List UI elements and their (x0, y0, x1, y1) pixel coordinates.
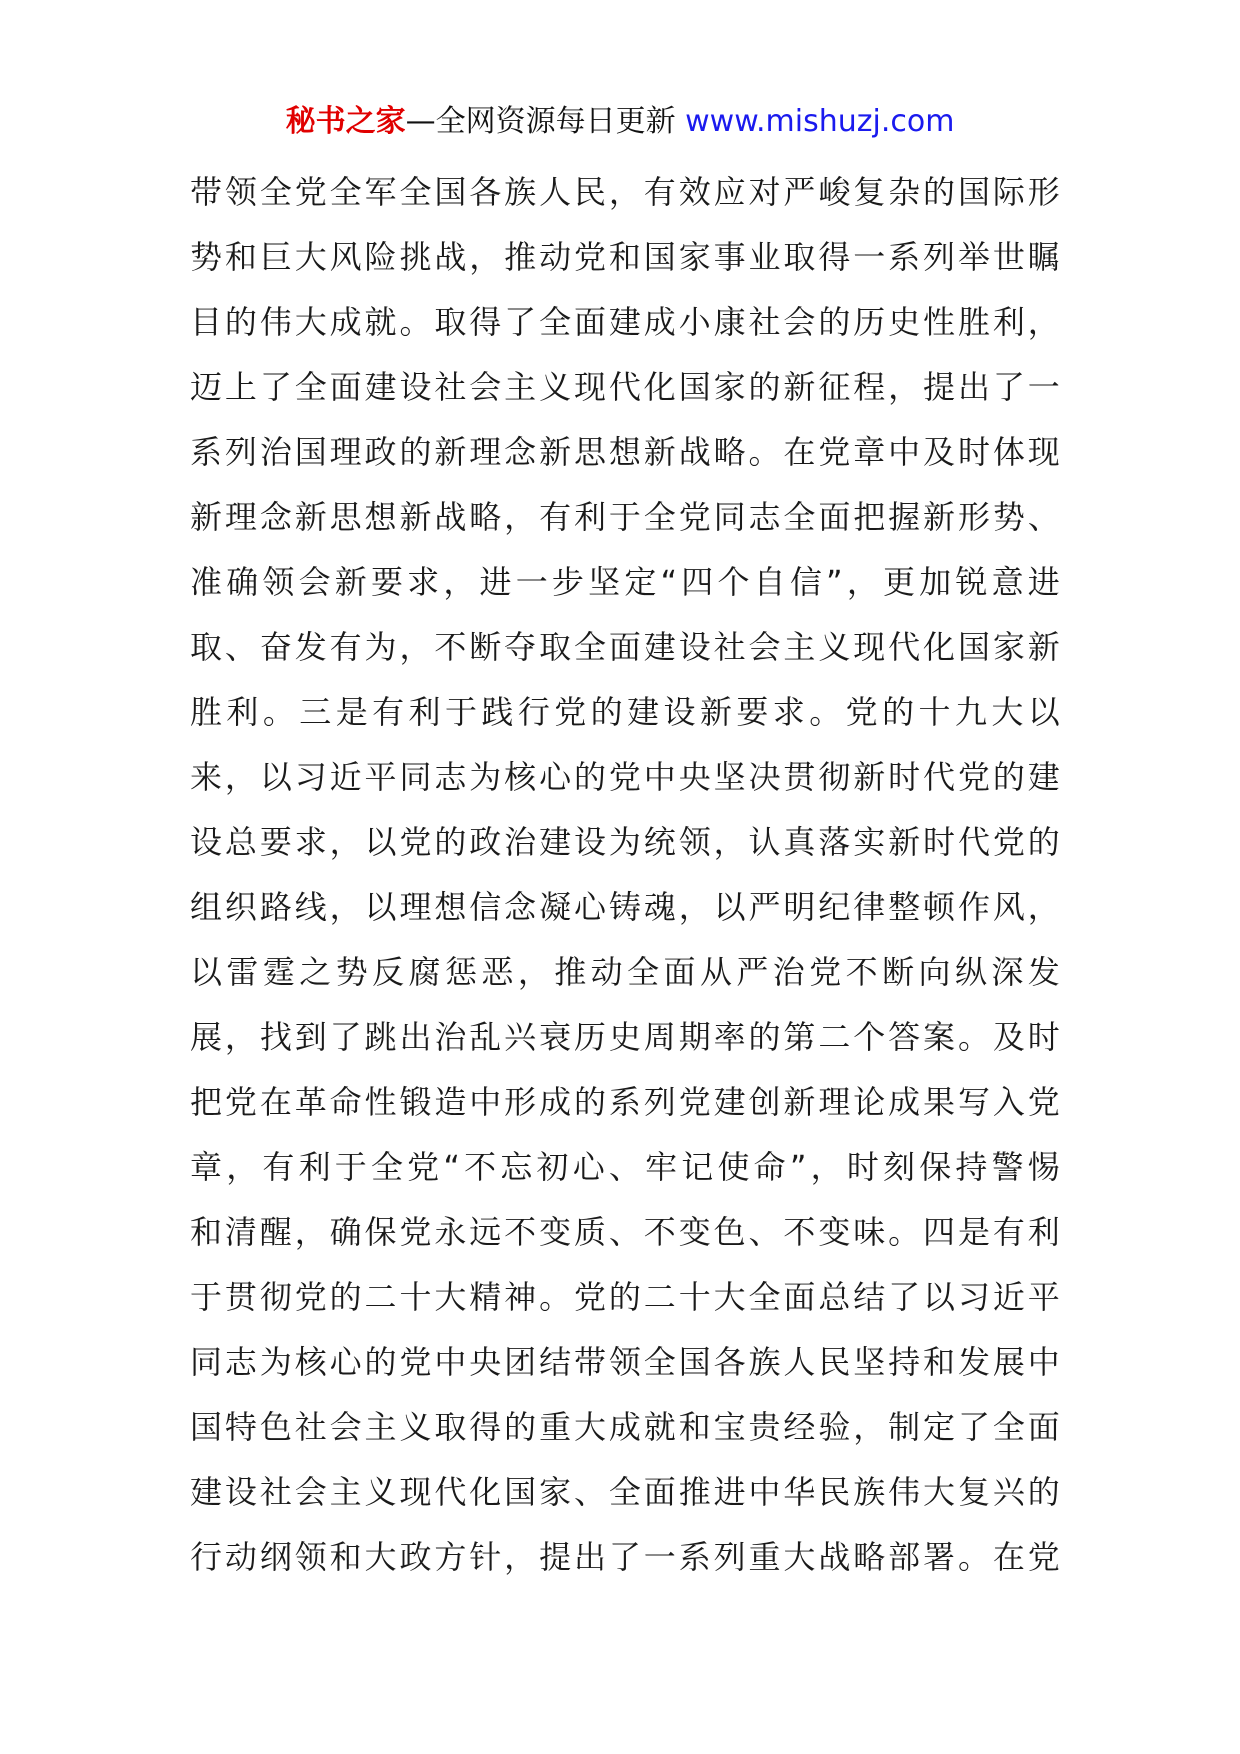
text-line: 取、奋发有为，不断夺取全面建设社会主义现代化国家新 (190, 628, 1060, 666)
text-line: 目的伟大成就。取得了全面建成小康社会的历史性胜利， (190, 303, 1060, 341)
text-line: 同志为核心的党中央团结带领全国各族人民坚持和发展中 (190, 1343, 1060, 1381)
header-tagline: —全网资源每日更新 (405, 104, 686, 139)
text-line: 国特色社会主义取得的重大成就和宝贵经验，制定了全面 (190, 1408, 1060, 1446)
text-line: 行动纲领和大政方针，提出了一系列重大战略部署。在党 (190, 1538, 1060, 1576)
text-line: 设总要求，以党的政治建设为统领，认真落实新时代党的 (190, 823, 1060, 861)
text-line: 于贯彻党的二十大精神。党的二十大全面总结了以习近平 (190, 1278, 1060, 1316)
text-line: 展，找到了跳出治乱兴衰历史周期率的第二个答案。及时 (190, 1018, 1060, 1056)
body-text (190, 160, 1060, 1590)
header-url-link[interactable]: www.mishuzj.com (685, 104, 955, 139)
text-line: 势和巨大风险挑战，推动党和国家事业取得一系列举世瞩 (190, 238, 1060, 276)
text-line: 和清醒，确保党永远不变质、不变色、不变味。四是有利 (190, 1213, 1060, 1251)
text-line: 组织路线，以理想信念凝心铸魂，以严明纪律整顿作风， (190, 888, 1060, 926)
text-line: 以雷霆之势反腐惩恶，推动全面从严治党不断向纵深发 (190, 953, 1060, 991)
text-line: 建设社会主义现代化国家、全面推进中华民族伟大复兴的 (190, 1473, 1060, 1511)
site-header (0, 100, 1240, 144)
header-brand: 秘书之家 (285, 104, 406, 139)
text-line: 准确领会新要求，进一步坚定“四个自信”，更加锐意进 (190, 563, 1060, 601)
text-line: 章，有利于全党“不忘初心、牢记使命”，时刻保持警惕 (190, 1148, 1060, 1186)
text-line: 把党在革命性锻造中形成的系列党建创新理论成果写入党 (190, 1083, 1060, 1121)
text-line: 系列治国理政的新理念新思想新战略。在党章中及时体现 (190, 433, 1060, 471)
text-line: 新理念新思想新战略，有利于全党同志全面把握新形势、 (190, 498, 1060, 536)
text-line: 来，以习近平同志为核心的党中央坚决贯彻新时代党的建 (190, 758, 1060, 796)
text-line: 胜利。三是有利于践行党的建设新要求。党的十九大以 (190, 693, 1060, 731)
text-line: 带领全党全军全国各族人民，有效应对严峻复杂的国际形 (190, 173, 1060, 211)
text-line: 迈上了全面建设社会主义现代化国家的新征程，提出了一 (190, 368, 1060, 406)
